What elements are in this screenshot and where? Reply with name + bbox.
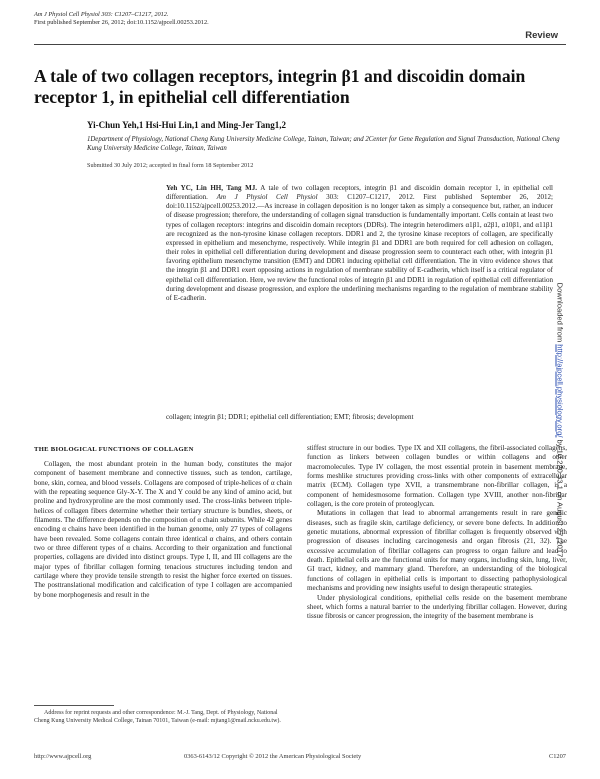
journal-citation-line: Am J Physiol Cell Physiol 303: C1207–C1217, 2012. [34, 11, 169, 18]
right-column [307, 444, 567, 622]
body-paragraph: Under physiological conditions, epithelial cells reside on the basement membrane sheet, which forms a natural barrier to the underlying fibrillar collagen. However, during tissue fibrosis or cancer progression, the integrity of the basement membrane is [307, 593, 567, 621]
affiliations: 1Department of Physiology, National Cheng Kung University Medicine College, Tainan, Taiwan; and 2Center for Gene Regulation and Signal Transduction, National Cheng Kung University Medicine College, Tainan, Taiwan [87, 136, 560, 153]
download-suffix: by 10.220.33.1 on August 27, 2017 [555, 437, 565, 558]
abstract-citation-authors: Yeh YC, Lin HH, Tang MJ. [166, 184, 258, 192]
abstract-citation-journal: Am J Physiol Cell Physiol [216, 193, 318, 202]
page-number: C1207 [548, 753, 566, 760]
keywords: collagen; integrin β1; DDR1; epithelial cell differentiation; EMT; fibrosis; development [166, 413, 414, 421]
submission-dates: Submitted 30 July 2012; accepted in final form 18 September 2012 [87, 162, 254, 169]
published-line: First published September 26, 2012; doi:10.1152/ajpcell.00253.2012. [34, 19, 209, 27]
abstract-citation-details: 303: C1207–C1217, 2012. First published September 26, 2012; doi:10.1152/ajpcell.00253.2012.— [166, 193, 553, 211]
article-title: A tale of two collagen receptors, integrin β1 and discoidin domain receptor 1, in epithelial cell differentiation [34, 66, 526, 107]
header-rule [34, 44, 566, 45]
abstract-body: As increase in collagen deposition is no longer taken as simply a consequence but, rather, an inducer of disease progression; therefore, the understanding of collagen signal transduction is fundamentally important. Cells contain at least two types of collagen receptors: integrins and discoidin domain receptors (DDRs). The integrin heterodimers α1β1, α2β1, α10β1, and α11β1 are recognized as the non-tyrosine kinase collagen receptors. DDR1 and 2, the tyrosine kinase receptors of collagen, are specifically expressed in epithelium and mesenchyme, respectively. While integrin β1 and DDR1 are both required for cell adhesion on collagen, their roles in epithelial cell differentiation during development and disease progression seem to counteract each other, with integrin β1 favoring epithelium mesenchyme transition (EMT) and DDR1 inducing epithelial cell differentiation. The in vitro evidence shows that the integrin β1 and DDR1 exert opposing actions in regulation of membrane stability of E-cadherin, which itself is a critical regulator of epithelial cell differentiation. Here, we review the functional roles of integrin β1 and DDR1 in regulation of epithelial cell differentiation during development and disease progression, and explore the underlining mechanisms regarding to the regulation of membrane stability of E-cadherin. [166, 202, 553, 302]
body-paragraph: Collagen, the most abundant protein in the human body, constitutes the major component of basement membrane and connective tissues, such as tendon, cartilage, bone, skin, cornea, and blood vessels. Collagens are composed of triple-helices of α chain with the repeating sequence Gly-X-Y. The X and Y could be any kind of amino acid, but proline and hydroxyproline are the most commonly used. The cross-links between triple-helices of collagen fibers determine whether their tertiary structure is bundles, sheets, or filaments. The difference depends on the composition of α chain subunits. While 42 genes encoding α chains have been identified in the human genome, only 27 types of collagens have been revealed. Some collagens contain three identical α chains, and others contain two or three different types of α chains. According to their organization and functional properties, collagens are divided into distinct groups. Type I, II, and III collagens are the major types of fibrillar collagen forming tenacious structures including tendon and cartilage where they provide tensile strength to resist the higher force exerted on tissues. The posttranslational modification and calcification of type I collagen are accompanied by bone morphogenesis and result in the [34, 460, 292, 599]
author-list: Yi-Chun Yeh,1 Hsi-Hui Lin,1 and Ming-Jer Tang1,2 [87, 120, 286, 130]
correspondence-footnote: Address for reprint requests and other correspondence: M.-J. Tang, Dept. of Physiology, National Cheng Kung University Medical College, Tainan 70101, Taiwan (e-mail: mjtang1@mail.ncku.edu.tw). [34, 710, 281, 724]
running-header [34, 11, 209, 28]
left-column [34, 460, 292, 600]
section-heading: THE BIOLOGICAL FUNCTIONS OF COLLAGEN [34, 446, 194, 453]
abstract-citation-title: A tale of two collagen receptors, integrin β1 and discoidin domain receptor 1, in epithelial cell differentiation. [166, 184, 553, 202]
download-link[interactable]: http://ajpcell.physiology.org/ [555, 344, 565, 438]
footnote-rule [34, 705, 114, 706]
journal-url[interactable]: http://www.ajpcell.org [34, 753, 92, 760]
body-paragraph: Mutations in collagen that lead to abnormal arrangements result in rare genetic diseases, such as fragile skin, cartilage deficiency, or severe bone defects. In addition to genetic mutations, abnormal expression of fibrillar collagen is frequently observed with progression of diseases including carcinogenesis and organ fibrosis (21, 32). The excessive accumulation of fibrillar collagens can progress to organ failure and lead to death. Epithelial cells are the functional units for many organs, including skin, lung, liver, GI tract, kidney, and mammary gland. Therefore, an understanding of the biological functions of collagen in epithelial cells is important to dissecting pathophysiological mechanisms and providing new insights useful to design therapeutic strategies. [307, 509, 567, 593]
abstract [166, 184, 553, 303]
download-prefix: Downloaded from [555, 282, 565, 345]
body-paragraph-continued: stiffest structure in our bodies. Type IX and XII collagens, the fibril-associated collagens, function as linkers between collagen bundles or within collagens and other macromolecules. Type IV collagen, the most essential protein in basement membrane, forms meshlike structures providing cross-links with other components of extracellular matrix (ECM). Collagen type XVII, a transmembrane non-fibrillar collagen, is a component of hemidesmosome formation. Collagen type XVIII, another non-fibrillar collagen, is the core protein of proteoglycan. [307, 444, 567, 509]
section-label: Review [525, 30, 558, 41]
copyright-line: 0363-6143/12 Copyright © 2012 the American Physiological Society [184, 753, 362, 760]
